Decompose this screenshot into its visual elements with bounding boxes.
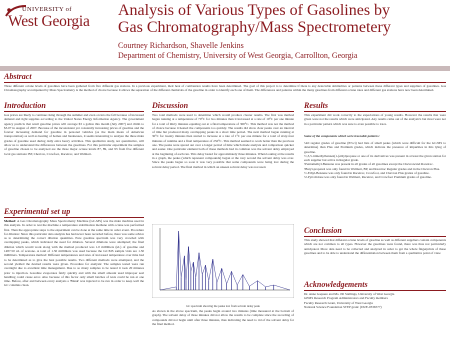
- results-item: •All regular grades of gasoline (87oct) had lists of small peaks (which were difficult for the GC/MS to determine) than Plus and Premium grades, which indicate the presence of impurities in this lying of gasoline.: [304, 141, 446, 154]
- results-intro: This experiment did work correctly to the expectations of young results. However the results that were given were not the results which were anticipated. Any results came out of the analysis's but most were not in a particular pattern which was sure to even possible to trace.: [304, 113, 446, 126]
- university-logo: [4, 4, 108, 54]
- conclusion-heading: Conclusion: [304, 226, 342, 235]
- method-label: Method:: [4, 219, 17, 223]
- introduction-rule: [4, 111, 144, 112]
- abstract-text: Three different octane levels of gasolines have been gathered from five different gas stations. In a previous experiment, their heat of combustion results have been determined. The goal of this project is to determine if there is any detectable similarities or patterns between these different types and suppliers of gasolines. Gas Chromatography accompanied by Mass Spectrometry is the method of choice because it allows the separation of the different chemicals of the gasoline in order to identify each one of them. The differences and patterns within the many gasolines from different octane rates and different gas stations have now been determined.: [4, 84, 446, 93]
- experimental-text: [4, 219, 144, 335]
- poster-title: [118, 2, 448, 36]
- authors: Courtney Richardson, Shavelle Jenkins: [118, 41, 244, 50]
- acknowledgements-heading: Acknowledgements: [304, 280, 368, 289]
- results-item: •Pentamethyl-Benzene was present in all grades of all gasolines except the Chevron/and Racetrac.: [304, 162, 434, 167]
- introduction-heading: Introduction: [4, 101, 46, 110]
- results-subheading: Some of the components which were traceable patterns:: [304, 134, 380, 138]
- abstract-heading: Abstract: [4, 72, 32, 81]
- title-line-1: Analysis of Various Types of Gasolines by: [118, 2, 391, 19]
- results-item: •Butyl-propanol was only found in Walmart, BP, and Racetrac Regular grades and in the Chevron Plus.: [304, 166, 440, 171]
- experimental-rule: [4, 217, 144, 218]
- discussion-text-1: Two total methods were used to determine which would produce clearer results. The first was method began running at a temperature of 70°C for two minutes then it increased at a rate of 10°C per one minute for a total of thirty minutes equaling out at a final temperature of 300°C. This method was not the method of choice because it heated the components too quickly. The results did show clear peaks over an interval of time but produced many overlapping peaks in a short time period. The next method began running at 30°C for twenty minutes then started to increase at a rate of 1°C per one minute for a total of sixty-four minutes of runtime and a final temperature of 250°C. This method seemed to work better than the previous one. The peaks were spread out over a longer period of time which made analysis and comparison quicker and easier. One particular element both of these methods had in common was the solvent delay employed at the beginning of each run. This delay lasted for approximately three minutes. When looking at the results in a graph, the peaks (which represent compounds) began at the very second the solvent delay was over. Since the peaks began so soon it was very possible that some compounds were being lost during the solvent delay period. The final method in which an unseen solvent delay was not used.: [152, 113, 294, 169]
- header-divider: [0, 66, 450, 71]
- gc-spectrum-chart: [152, 224, 294, 298]
- acknowledgement-line: National Science Foundation STEP grant: (DUE-0336577): [304, 304, 382, 309]
- abstract-rule: [4, 82, 446, 83]
- acknowledgements-rule: [304, 290, 446, 291]
- results-heading: Results: [304, 101, 329, 110]
- discussion-rule: [152, 111, 294, 112]
- discussion-text-2: As shown in the above spectrum, the peaks begin around two minutes (time measured at the bottom of graph). The solvent delay of three minutes did not allow the results to be complete since the recording of compounds did not begin until after three minutes, thus indicating the need to rid of the solvent delay for the final method.: [152, 309, 294, 326]
- acknowledgements-list: [304, 292, 446, 316]
- poster-header: [118, 2, 448, 60]
- logo-line-1: UNIVERSITY of: [22, 6, 72, 13]
- title-line-2: Gas Chromatography/Mass Spectrometery: [118, 19, 391, 36]
- experimental-heading: Experimental set up: [4, 207, 71, 216]
- logo-line-2: West Georgia: [8, 13, 90, 30]
- discussion-heading: Discussion: [152, 101, 189, 110]
- introduction-text: Gas prices are likely to continue rising through the summer and even on into the fall because of increased demand and tight supplies according to the United States Energy Information Agency. The government agency predicts that retail gasoline prices will average $3 a gallon this month (July 2007) and climb to $3.07 in August of 2007. Because of the inconsistent yet constantly increasing prices of gasoline and the forever increasing demand for gasoline in personal vehicles (as the main mean of American transportation) as well as heating of homes and businesses, it seems interesting to analyze the three main grades of gasoline used during daily extra heavy activities. This qualitative study, not quantitative, will allow us to understand the differences between the gasolines. For this particular experiment the samples of gasoline chosen to be analyzed are the three major octane levels 87, 89, and 93 from five different local gas stations: BP, Chevron, Crowfoot, Racetrac, and Walmart.: [4, 113, 144, 156]
- acknowledgement-line: Faculty Research Grant, University of West Georgia: [304, 300, 373, 305]
- chart-frame: [152, 224, 294, 298]
- results-item: •1-Ethyl-Benzene was only found in Racetrac, Crowfoot, and Chevron Plus grades of gasoline.: [304, 171, 430, 176]
- affiliation: Department of Chemistry, University of West Georgia, Carrollton, Georgia: [118, 51, 358, 60]
- figure-caption: GC spectrum showing the peaks lost from solvent delay peak: [186, 304, 260, 308]
- gc-spectrum-figure: [152, 224, 294, 306]
- results-item: •1,3,5-trimethylbenzen(1-(ethylpropane or one of its derivatives was present in at least the given station for each supplier but active in Regular grade.: [304, 153, 446, 163]
- conclusion-rule: [304, 236, 446, 237]
- acknowledgement-line: Dr. Anne Gaquere and Ms. Jill Stallings, University of West Georgia: [304, 292, 395, 296]
- conclusion-text: This study showed that different octane levels of gasoline as well as different suppliers contain components which are not common to all types. However the gasolines were found, there was thus not particularly anticipated. More data need to be collected and analyzed in order to get the whole fingerprints of these gasolines and to be able to understand the differentiation between them from a qualitative point of view.: [304, 238, 446, 255]
- experimental-body: A Gas Chromatography Mass Spectrometry Machine (GC-MS) was the main machine used in this analysis. In order to test the machine a temperature stabilization methane with octane was performed first. Then the appropriate steps to the experiment can be done at the same time in order event. Procedure for dilution: Since this particular data analysis has had never been recorded before, there was some advice as to determining the correct dilution quantities. Pure gasoline spectrum was very crowded with overlapping peaks, which indicated the need for dilution. Several dilutions were attempted; the final dilution which would work along with the method produced was 1.0 milliliters (uL) of gasoline and 1487.50 uL of acetone. A total of 1.50 milliliters was used because the GC/MS sample vials are 1.50 milliliters. Temperature method: Different temperatures and rates of increased temperature over time had to be determined as to give the best possible results. Two different methods were attempted, and the second yielded the desired results were given. Procedure for analysis: The samples tested were run overnight due to excellent time management. Due to so many samples to be tested it took 20 minutes prior to injection. Gasoline evaporates fairly quickly and with the small amount used improper seal handling could cause error. Also because of this factor only small batches of tests could be run at one time. Before, after and between every analysis a 'Blank' was injected to be run in order to keep well the GC columns clean.: [4, 219, 144, 288]
- results-list: [304, 141, 446, 221]
- results-rule: [304, 111, 446, 112]
- acknowledgement-line: GEMS Research Program Administrators and Faculty members: [304, 296, 388, 301]
- results-item: •2-Pyrrolidone was only found in Walmart, Racetrac, and Crowfoot Premium grades of gasoline.: [304, 175, 432, 180]
